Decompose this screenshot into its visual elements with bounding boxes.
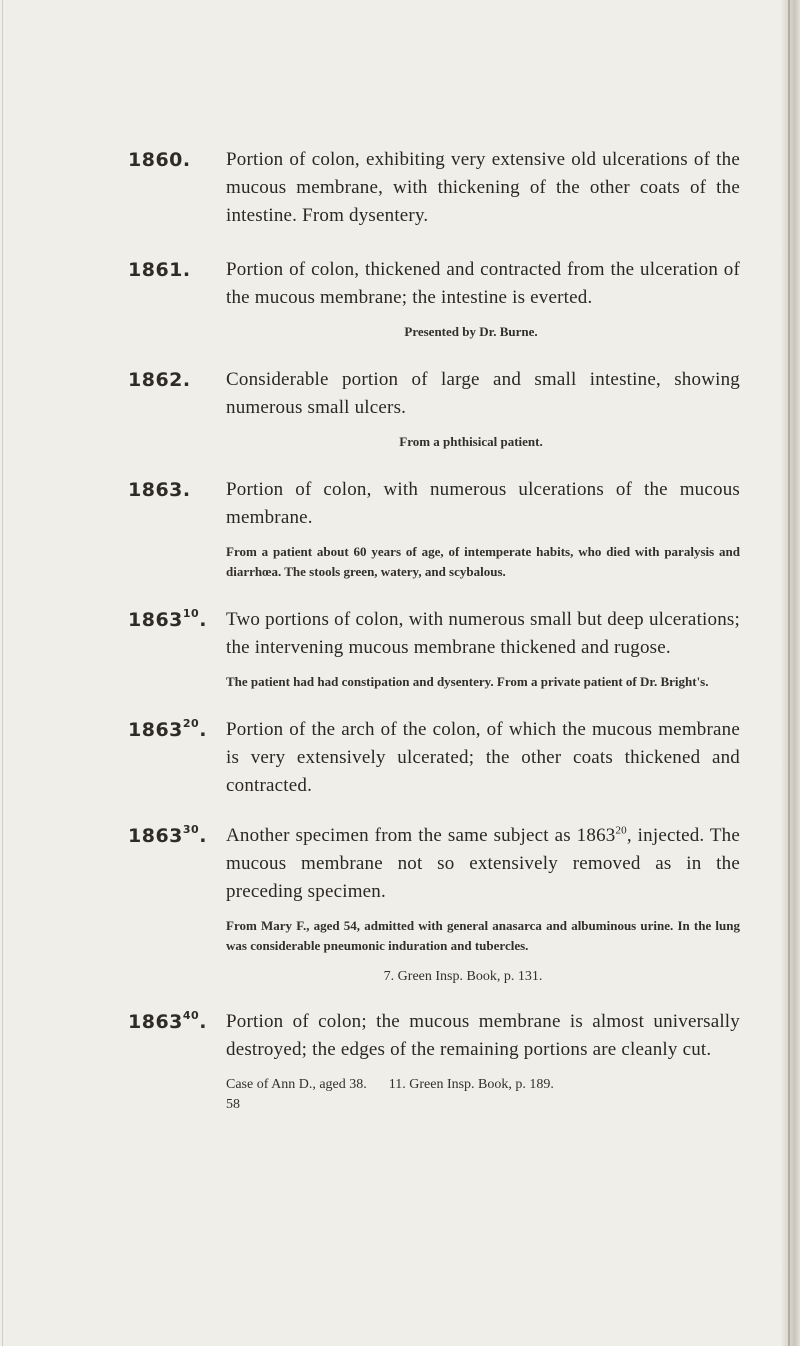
entry-number: 1862. bbox=[128, 369, 191, 391]
entry-description: Portion of colon, exhibiting very extensive old ulcerations of the mucous membrane, with thickening of the other coats of the intestine. From dysentery. bbox=[226, 149, 740, 226]
catalogue-entry bbox=[128, 366, 740, 452]
catalogue-entry bbox=[128, 606, 740, 692]
catalogue-entry bbox=[128, 1008, 740, 1114]
page-number: 58 bbox=[226, 1097, 240, 1112]
catalogue-page bbox=[128, 146, 740, 1114]
catalogue-entry bbox=[128, 716, 740, 800]
entry-number-superscript: 40 bbox=[182, 1008, 200, 1022]
entry-case-line bbox=[226, 1076, 740, 1094]
entry-description: Portion of colon; the mucous membrane is almost universally destroyed; the edges of the remaining portions are cleanly cut. bbox=[226, 1011, 740, 1060]
entry-case-text: Case of Ann D., aged 38. bbox=[226, 1077, 367, 1092]
entry-reference: 7. Green Insp. Book, p. 131. bbox=[383, 969, 543, 984]
catalogue-entry bbox=[128, 256, 740, 342]
entry-description: Considerable portion of large and small intestine, showing numerous small ulcers. bbox=[226, 369, 740, 418]
book-page-edge bbox=[782, 0, 800, 1346]
entry-number-superscript: 10 bbox=[182, 606, 200, 620]
entry-number-superscript: 20 bbox=[182, 716, 200, 730]
catalogue-entry bbox=[128, 476, 740, 582]
entry-number: 1863$^{40}$. bbox=[128, 1008, 207, 1033]
entry-number: 1860. bbox=[128, 149, 191, 171]
entry-note: The patient had had constipation and dysentery. From a private patient of Dr. Bright's. bbox=[226, 674, 709, 689]
catalogue-entry bbox=[128, 146, 740, 230]
catalogue-entry bbox=[128, 822, 740, 986]
entry-number: 1863. bbox=[128, 479, 191, 501]
entry-description: Portion of the arch of the colon, of which the mucous membrane is very extensively ulcerated; the other coats thickened and contracted. bbox=[226, 719, 740, 796]
entry-number: 1861. bbox=[128, 259, 191, 281]
entry-number: 1863$^{20}$. bbox=[128, 716, 207, 741]
entry-case-reference: 11. Green Insp. Book, p. 189. bbox=[388, 1077, 554, 1092]
entry-number: 1863$^{10}$. bbox=[128, 606, 207, 631]
entry-description: Another specimen from the same subject as 1863$^{20}$, injected. The mucous membrane not so extensively removed as in the preceding specimen. bbox=[226, 824, 740, 902]
entry-note: Presented by Dr. Burne. bbox=[404, 324, 538, 339]
entry-description: Two portions of colon, with numerous small but deep ulcerations; the intervening mucous membrane thickened and rugose. bbox=[226, 609, 740, 658]
entry-description: Portion of colon, thickened and contracted from the ulceration of the mucous membrane; the intestine is everted. bbox=[226, 259, 740, 308]
entry-note: From a phthisical patient. bbox=[399, 434, 543, 449]
entry-number-superscript: 30 bbox=[182, 822, 200, 836]
entry-note: From a patient about 60 years of age, of intemperate habits, who died with paralysis and diarrhœa. The stools green, watery, and scybalous. bbox=[226, 544, 740, 579]
page-gutter-line bbox=[2, 0, 3, 1346]
entry-number: 1863$^{30}$. bbox=[128, 822, 207, 847]
entry-note: From Mary F., aged 54, admitted with general anasarca and albuminous urine. In the lung was considerable pneumonic induration and tubercles. bbox=[226, 918, 740, 953]
entry-description: Portion of colon, with numerous ulcerations of the mucous membrane. bbox=[226, 479, 740, 528]
